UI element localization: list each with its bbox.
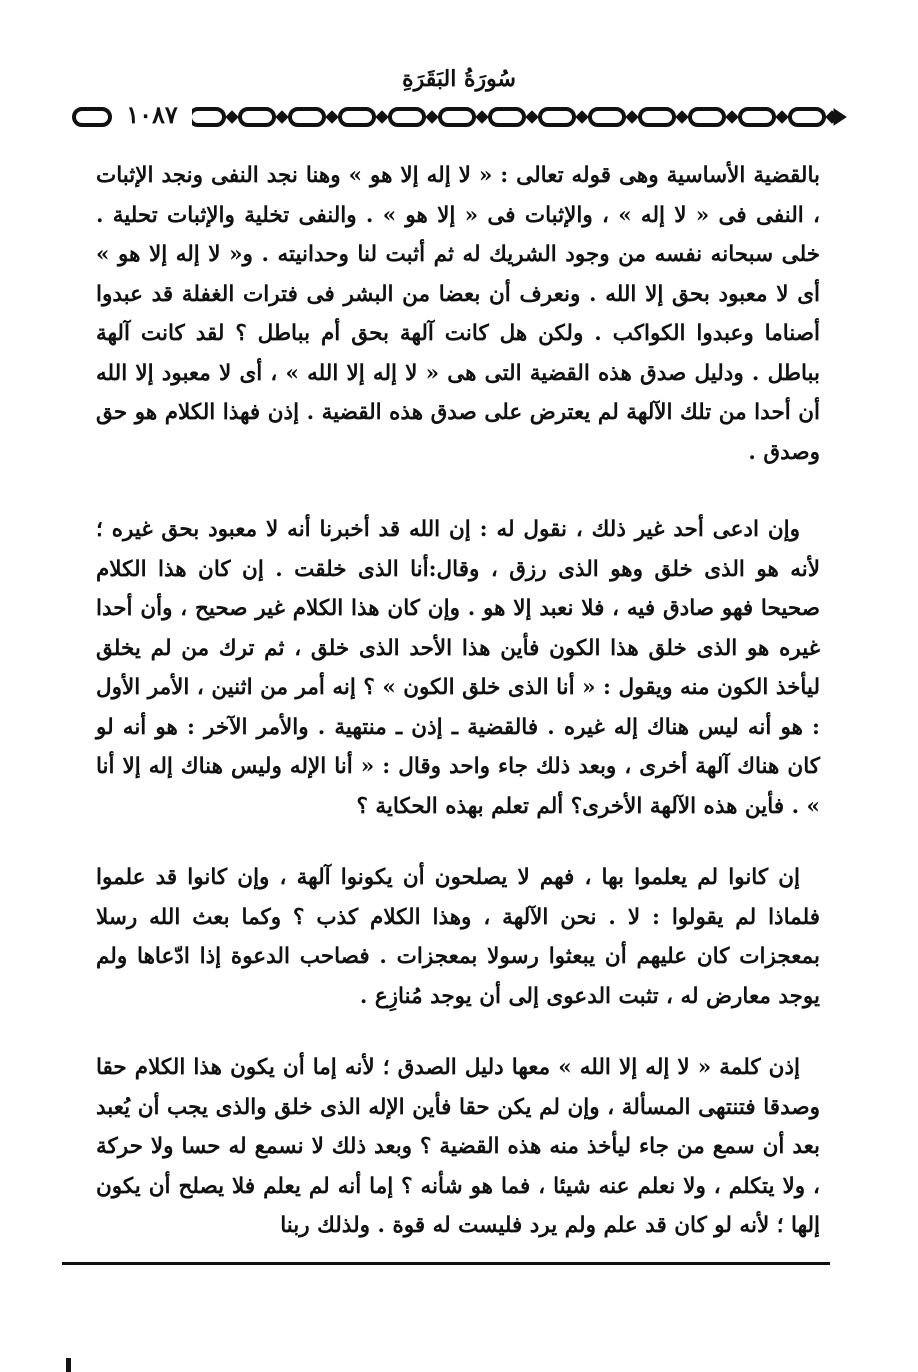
chain-diamond	[426, 111, 438, 123]
corner-mark	[66, 1358, 71, 1372]
chain-link	[690, 109, 724, 125]
paragraph-2: وإن ادعى أحد غير ذلك ، نقول له : إن الله قد أخبرنا أنه لا معبود بحق غيره ؛ لأنه هو الذى خلق وهو الذى رزق ، وقال:أنا الذى خلقت . إن كان هذا الكلام صحيحا فهو صادق فيه ، فلا نعبد إلا هو . وإن كان هذا الكلام غير صحيح ، وأن أحدا غيره هو الذى خلق هذا الكون فأين هذا الأحد الذى خلق ، ثم ترك من لم يخلق ليأخذ الكون منه ويقول : « أنا الذى خلق الكون » ؟ إنه أمر من اثنين ، الأمر الأول : هو أنه ليس هناك إله غيره . فالقضية ـ إذن ـ منتهية . والأمر الآخر : هو أنه لو كان هناك آلهة أخرى ، وبعد ذلك جاء واحد وقال : « أنا الإله وليس هناك إله إلا أنا » . فأين هذه الآلهة الأخرى؟ ألم تعلم بهذه الحكاية ؟	[96, 517, 820, 819]
chain-link	[490, 109, 524, 125]
surah-title: سُورَةُ البَقَرَةِ	[402, 66, 516, 92]
chain-link	[440, 109, 474, 125]
chain-diamond	[276, 111, 288, 123]
chain-link	[740, 109, 774, 125]
chain-link	[590, 109, 624, 125]
chain-diamond	[526, 111, 538, 123]
chain-link	[190, 109, 224, 125]
chain-diamond	[326, 111, 338, 123]
paragraph-4: إذن كلمة « لا إله إلا الله » معها دليل الصدق ؛ لأنه إما أن يكون هذا الكلام حقا وصدقا فتنتهى المسألة ، وإن لم يكن حقا فأين الإله الذى خلق والذى يجب أن يُعبد بعد أن سمع من جاء ليأخذ منه هذه القضية ؟ وبعد ذلك لا نسمع له حسا ولا حركة ، ولا يتكلم ، ولا نعلم عنه شيئا ، فما هو شأنه ؟ إما أنه لم يعلم فلا يصلح أن يكون إلها ؛ لأنه لو كان قد علم ولم يرد فليست له قوة . ولذلك ربنا	[96, 1055, 820, 1238]
footer-rule	[62, 1262, 830, 1265]
chain-diamond	[776, 111, 788, 123]
chain-link	[540, 109, 574, 125]
chain-diamond	[226, 111, 238, 123]
chain-link	[390, 109, 424, 125]
chain-diamond	[626, 111, 638, 123]
paragraph-3: إن كانوا لم يعلموا بها ، فهم لا يصلحون أن يكونوا آلهة ، وإن كانوا قد علموا فلماذا لم يقولوا : لا . نحن الآلهة ، وهذا الكلام كذب ؟ وكما بعث الله رسلا بمعجزات كان عليهم أن يبعثوا رسولا بمعجزات . فصاحب الدعوة إذا ادّعاها ولم يوجد معارض له ، تثبت الدعوى إلى أن يوجد مُنازِع .	[96, 865, 820, 1009]
chain-diamond	[676, 111, 688, 123]
chain-diamond	[576, 111, 588, 123]
chain-link	[290, 109, 324, 125]
chain-diamond	[476, 111, 488, 123]
body-text	[96, 156, 820, 1278]
chain-link	[74, 109, 110, 125]
page-number: ١٠٨٧	[112, 98, 192, 132]
paragraph-1: بالقضية الأساسية وهى قوله تعالى : « لا إله إلا هو » وهنا نجد النفى ونجد الإثبات ، النفى فى « لا إله » ، والإثبات فى « إلا هو » . والنفى تخلية والإثبات تحلية . خلى سبحانه نفسه من وجود الشريك له ثم أثبت لنا وحدانيته . و« لا إله إلا هو » أى لا معبود بحق إلا الله . ونعرف أن بعضا من البشر فى فترات الغفلة قد عبدوا أصناما وعبدوا الكواكب . ولكن هل كانت آلهة بحق أم بباطل ؟ لقد كانت آلهة بباطل . ودليل صدق هذه القضية التى هى « لا إله إلا الله » ، أى لا معبود إلا الله أن أحدا من تلك الآلهة لم يعترض على صدق هذه القضية . إذن فهذا الكلام هو حق وصدق .	[96, 163, 820, 465]
chain-link	[790, 109, 824, 125]
chain-diamond	[376, 111, 388, 123]
chain-link	[240, 109, 274, 125]
chain-diamond	[726, 111, 738, 123]
chain-link	[340, 109, 374, 125]
chain-link	[640, 109, 674, 125]
chain-diamond	[834, 109, 846, 125]
